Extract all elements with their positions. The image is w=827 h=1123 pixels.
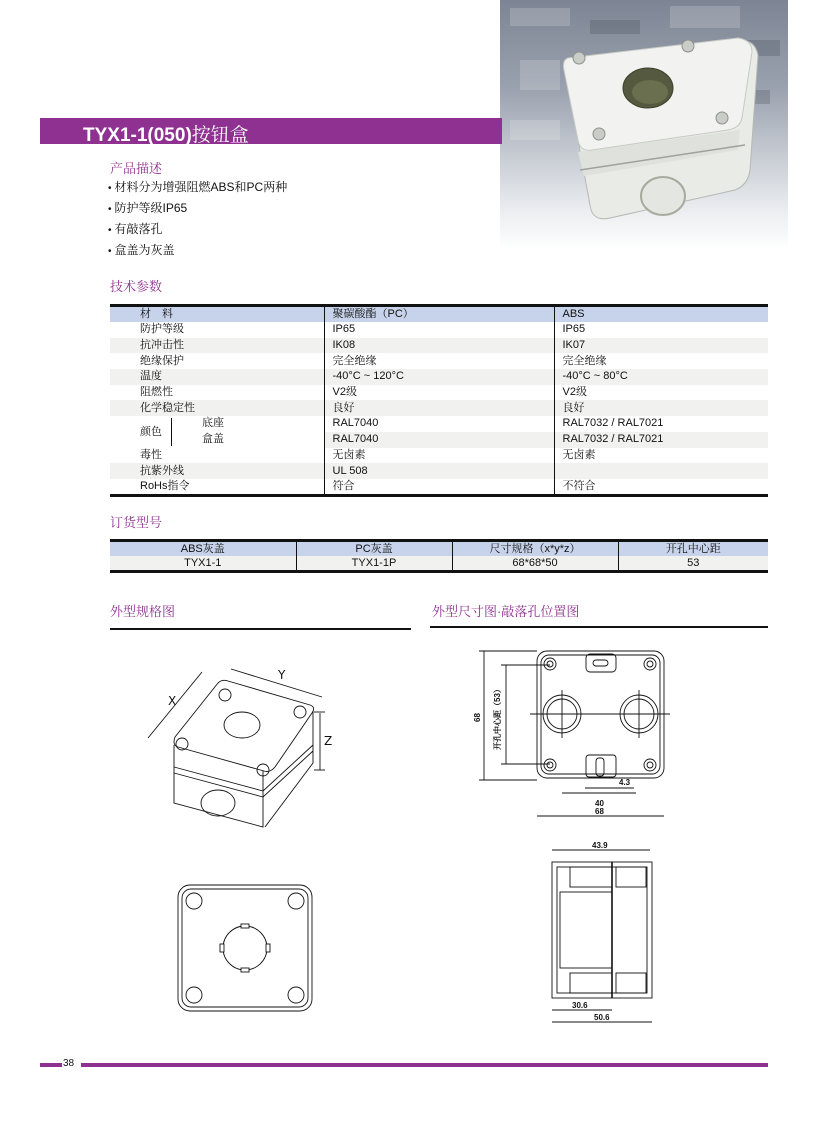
dim-top-label: 43.9 xyxy=(592,841,608,850)
product-photo xyxy=(500,0,788,250)
abs-value: 完全绝缘 xyxy=(554,353,768,369)
description-list xyxy=(108,177,287,261)
specs-table xyxy=(110,304,768,497)
pc-model: TYX1-1P xyxy=(296,556,452,572)
pc-value: -40°C ~ 120°C xyxy=(324,369,554,385)
dimension-top-view xyxy=(470,640,680,820)
table-header-row xyxy=(110,306,768,323)
abs-value: IK07 xyxy=(554,338,768,354)
color-group-label: 颜色 xyxy=(140,426,162,439)
column-header: ABS xyxy=(554,306,768,323)
x-axis-label: X xyxy=(168,694,177,708)
row-label: 抗紫外线 xyxy=(110,463,324,479)
y-axis-label: Y xyxy=(278,668,286,682)
table-row xyxy=(110,463,768,479)
table-row xyxy=(110,479,768,496)
row-label: 化学稳定性 xyxy=(110,400,324,416)
pc-value: V2级 xyxy=(324,385,554,401)
row-label: 温度 xyxy=(110,369,324,385)
table-row xyxy=(110,385,768,401)
abs-value: IP65 xyxy=(554,322,768,338)
pc-value: 良好 xyxy=(324,400,554,416)
abs-value: 良好 xyxy=(554,400,768,416)
cover-label: 盒盖 xyxy=(202,433,224,446)
row-label: 防护等级 xyxy=(140,323,184,336)
column-header: 尺寸规格（x*y*z） xyxy=(452,541,618,557)
abs-model: TYX1-1 xyxy=(110,556,296,572)
table-row xyxy=(110,322,768,338)
pc-value: UL 508 xyxy=(324,463,554,479)
dim-width-label: 68 xyxy=(595,807,604,816)
table-header-row xyxy=(110,541,768,557)
table-row-color-base xyxy=(110,416,768,432)
row-label: 抗冲击性 xyxy=(110,338,324,354)
column-header: 材 料 xyxy=(110,306,324,323)
abs-value: 无卤素 xyxy=(554,448,768,464)
abs-value: -40°C ~ 80°C xyxy=(554,369,768,385)
z-axis-label: Z xyxy=(324,734,333,748)
column-header: PC灰盖 xyxy=(296,541,452,557)
page-number: 38 xyxy=(63,1058,75,1069)
base-label: 底座 xyxy=(202,417,224,430)
dim-total-label: 50.6 xyxy=(594,1013,610,1022)
pc-value: 无卤素 xyxy=(324,448,554,464)
abs-value: RAL7032 / RAL7021 xyxy=(554,432,768,448)
row-label: 绝缘保护 xyxy=(140,354,184,367)
side-section-view xyxy=(540,840,665,1030)
column-header: ABS灰盖 xyxy=(110,541,296,557)
row-label: 阻燃性 xyxy=(140,386,173,399)
table-row xyxy=(110,556,768,572)
pc-value: 符合 xyxy=(324,479,554,496)
description-item: • 有敲落孔 xyxy=(108,219,287,240)
order-heading: 订货型号 xyxy=(110,515,163,530)
table-row xyxy=(110,353,768,369)
dimension-drawing-heading: 外型尺寸图·敲落孔位置图 xyxy=(432,604,580,619)
column-header: 开孔中心距 xyxy=(618,541,768,557)
row-label: 毒性 xyxy=(140,448,162,461)
pc-value: RAL7040 xyxy=(324,416,554,432)
pc-value: IK08 xyxy=(324,338,554,354)
abs-value xyxy=(554,463,768,479)
table-row xyxy=(110,400,768,416)
description-heading: 产品描述 xyxy=(110,161,163,176)
page-title: TYX1-1(050)按钮盒 xyxy=(83,125,249,146)
dim-slot-label: 4.3 xyxy=(619,778,631,787)
outline-drawing-heading: 外型规格图 xyxy=(110,604,176,619)
pc-value: IP65 xyxy=(324,322,554,338)
pc-value: RAL7040 xyxy=(324,432,554,448)
table-row xyxy=(110,338,768,354)
description-item: • 材料分为增强阻燃ABS和PC两种 xyxy=(108,177,287,198)
order-table xyxy=(110,539,768,573)
column-header: 聚碳酸酯（PC） xyxy=(324,306,554,323)
dim-inner-label: 30.6 xyxy=(572,1001,588,1010)
top-view-drawing xyxy=(176,883,316,1013)
hole-spacing: 53 xyxy=(618,556,768,572)
dim-inner-label: 40 xyxy=(595,799,604,808)
pc-value: 完全绝缘 xyxy=(324,353,554,369)
table-row xyxy=(110,448,768,464)
row-label: RoHs指令 xyxy=(140,479,190,492)
dim-height-label: 68 xyxy=(473,713,482,722)
specs-heading: 技术参数 xyxy=(110,279,163,294)
color-label-cell xyxy=(110,416,324,447)
isometric-drawing xyxy=(130,655,350,830)
divider xyxy=(430,626,768,628)
footer-rule xyxy=(81,1063,768,1067)
dim-hole-center-label: 开孔中心距（53） xyxy=(493,685,502,750)
table-row xyxy=(110,369,768,385)
divider xyxy=(110,628,411,630)
description-item: • 防护等级IP65 xyxy=(108,198,287,219)
abs-value: V2级 xyxy=(554,385,768,401)
footer-rule xyxy=(40,1063,62,1067)
abs-value: RAL7032 / RAL7021 xyxy=(554,416,768,432)
description-item: • 盒盖为灰盖 xyxy=(108,240,287,261)
dimensions: 68*68*50 xyxy=(452,556,618,572)
title-bar xyxy=(40,118,502,144)
abs-value: 不符合 xyxy=(554,479,768,496)
divider xyxy=(171,418,172,446)
